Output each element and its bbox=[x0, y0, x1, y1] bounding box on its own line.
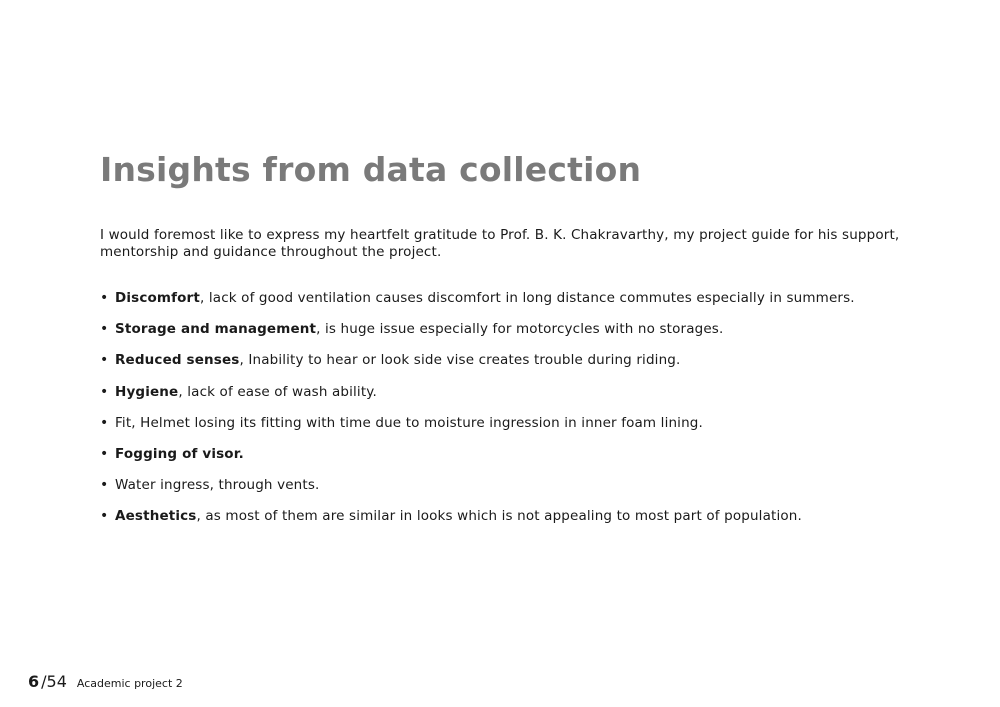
page-footer bbox=[28, 672, 183, 691]
bullet-icon: • bbox=[100, 445, 109, 462]
bullet-icon: • bbox=[100, 290, 109, 306]
bullet-icon: • bbox=[100, 477, 109, 494]
project-name: Academic project 2 bbox=[76, 677, 183, 690]
list-item bbox=[100, 477, 920, 508]
bullet-icon: • bbox=[100, 321, 109, 338]
insight-text: Fit, Helmet losing its fitting with time due to moisture ingression in inner foam lining. bbox=[115, 414, 703, 431]
insight-text: , as most of them are similar in looks which is not appealing to most part of population. bbox=[196, 508, 802, 525]
insight-term: Discomfort bbox=[115, 290, 200, 306]
intro-paragraph: I would foremost like to express my heartfelt gratitude to Prof. B. K. Chakravarthy, my project guide for his support, mentorship and guidance throughout the project. bbox=[100, 227, 900, 260]
list-item bbox=[100, 415, 920, 446]
bullet-icon: • bbox=[100, 383, 109, 400]
page-number-current: 6 bbox=[28, 672, 40, 691]
insight-text: , lack of ease of wash ability. bbox=[178, 383, 377, 400]
insights-list bbox=[100, 290, 920, 540]
list-item bbox=[100, 290, 920, 321]
bullet-icon: • bbox=[100, 508, 109, 525]
insight-text: , Inability to hear or look side vise creates trouble during riding. bbox=[239, 352, 681, 369]
list-item bbox=[100, 321, 920, 352]
list-item bbox=[100, 384, 920, 415]
insight-term: Reduced senses bbox=[115, 352, 240, 369]
bullet-icon: • bbox=[100, 352, 109, 369]
bullet-icon: • bbox=[100, 414, 109, 431]
insight-text: Water ingress, through vents. bbox=[115, 477, 320, 494]
insight-text: , lack of good ventilation causes discomfort in long distance commutes especially in summers. bbox=[199, 290, 855, 306]
page-title: Insights from data collection bbox=[100, 150, 642, 189]
insight-term: Fogging of visor. bbox=[115, 445, 244, 462]
list-item bbox=[100, 508, 920, 539]
insight-term: Aesthetics bbox=[115, 508, 197, 525]
insight-term: Storage and management bbox=[115, 321, 317, 338]
page-number-total: /54 bbox=[41, 672, 67, 691]
insight-term: Hygiene bbox=[115, 383, 179, 400]
list-item bbox=[100, 352, 920, 383]
list-item bbox=[100, 446, 920, 477]
insight-text: , is huge issue especially for motorcycles with no storages. bbox=[316, 321, 724, 338]
